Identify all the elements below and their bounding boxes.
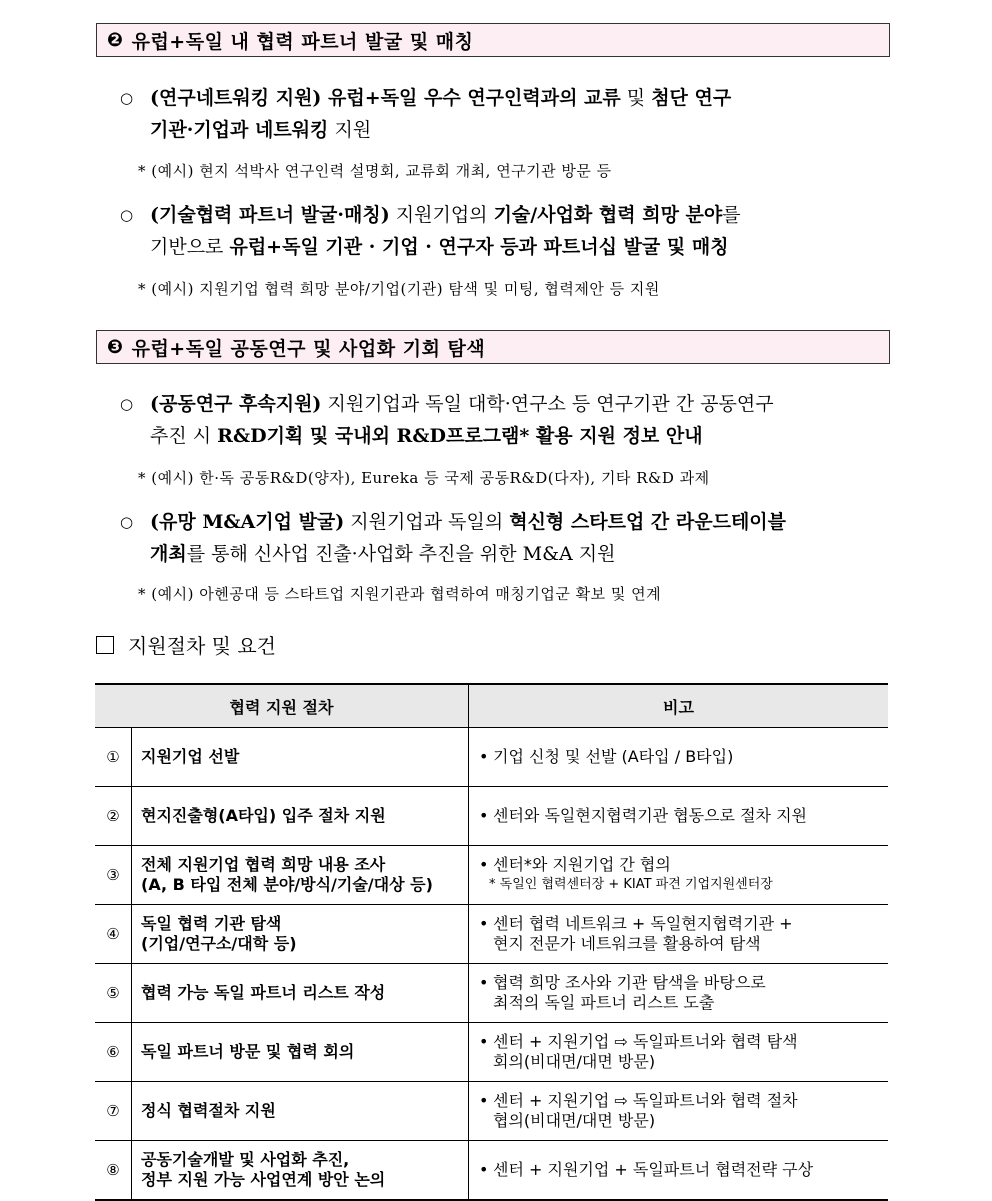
section-3-header <box>96 330 890 364</box>
step-number: ④ <box>95 905 132 964</box>
section-3-number: ❸ <box>107 336 124 358</box>
table-row <box>95 905 888 964</box>
item-text: 추진 시 <box>150 425 218 447</box>
table-row <box>95 1082 888 1141</box>
item-text: 지원기업의 <box>389 204 494 226</box>
item-bold-text: 첨단 연구 <box>651 87 732 109</box>
item-text: 를 <box>722 204 741 226</box>
step-remark: • 기업 신청 및 선발 (A타입 / B타입) <box>469 728 889 787</box>
step-remark: • 센터*와 지원기업 간 협의 * 독일인 협력센터장 + KIAT 파견 기업지원센터장 <box>469 846 889 905</box>
table-row <box>95 1141 888 1201</box>
section-2-number: ❷ <box>107 29 124 51</box>
section-2-header <box>96 23 890 57</box>
item-text: 지원기업과 독일의 <box>344 511 510 533</box>
step-procedure: 독일 파트너 방문 및 협력 회의 <box>132 1023 469 1082</box>
section-3-item-2-note: * (예시) 아헨공대 등 스타트업 지원기관과 협력하여 매칭기업군 확보 및 연계 <box>138 585 662 603</box>
section-2-item-1 <box>120 82 900 146</box>
section-3-title: 유럽+독일 공동연구 및 사업화 기회 탐색 <box>131 337 486 360</box>
step-number: ⑦ <box>95 1082 132 1141</box>
step-number: ⑧ <box>95 1141 132 1201</box>
item-bold-text: 기술/사업화 협력 희망 분야 <box>493 204 723 226</box>
item-text: 지원기업과 독일 대학·연구소 등 연구기관 간 공동연구 <box>321 393 774 415</box>
table-row <box>95 964 888 1023</box>
step-remark: • 센터 협력 네트워크 + 독일현지협력기관 + 현지 전문가 네트워크를 활용하여 탐색 <box>469 905 889 964</box>
item-bold-text: (공동연구 후속지원) <box>150 393 322 415</box>
step-remark: • 센터와 독일현지협력기관 협동으로 절차 지원 <box>469 787 889 846</box>
step-remark: • 협력 희망 조사와 기관 탐색을 바탕으로 최적의 독일 파트너 리스트 도출 <box>469 964 889 1023</box>
table-row <box>95 728 888 787</box>
procedure-heading <box>96 630 276 659</box>
bullet-circle: ○ <box>120 89 134 107</box>
item-text: 기반으로 <box>150 236 230 258</box>
section-2-item-2-note: * (예시) 지원기업 협력 희망 분야/기업(기관) 탐색 및 미팅, 협력제안 등 지원 <box>138 280 660 298</box>
column-header-remarks: 비고 <box>469 684 889 728</box>
step-number: ① <box>95 728 132 787</box>
section-2-item-2 <box>120 199 900 263</box>
item-text: 를 통해 신사업 진출·사업화 추진을 위한 M&A 지원 <box>186 543 616 565</box>
step-procedure: 협력 가능 독일 파트너 리스트 작성 <box>132 964 469 1023</box>
step-remark: • 센터 + 지원기업 ⇨ 독일파트너와 협력 탐색 회의(비대면/대면 방문) <box>469 1023 889 1082</box>
section-2-title: 유럽+독일 내 협력 파트너 발굴 및 매칭 <box>131 30 474 53</box>
item-text: 및 <box>620 87 652 109</box>
bullet-circle: ○ <box>120 395 134 413</box>
step-number: ③ <box>95 846 132 905</box>
step-procedure: 현지진출형(A타입) 입주 절차 지원 <box>132 787 469 846</box>
table-row <box>95 1023 888 1082</box>
section-3-item-1 <box>120 388 900 452</box>
item-bold-text: (기술협력 파트너 발굴·매칭) <box>150 204 390 226</box>
procedure-heading-text: 지원절차 및 요건 <box>128 634 276 658</box>
checkbox-icon <box>96 636 114 654</box>
table-row <box>95 846 888 905</box>
section-3-item-2 <box>120 506 900 570</box>
item-bold-text: 유럽+독일 기관 · 기업 · 연구자 등과 파트너십 발굴 및 매칭 <box>229 236 729 258</box>
step-procedure: 공동기술개발 및 사업화 추진, 정부 지원 가능 사업연계 방안 논의 <box>132 1141 469 1201</box>
step-number: ⑤ <box>95 964 132 1023</box>
bullet-circle: ○ <box>120 206 134 224</box>
step-remark: • 센터 + 지원기업 ⇨ 독일파트너와 협력 절차 협의(비대면/대면 방문) <box>469 1082 889 1141</box>
item-bold-text: (유망 M&A기업 발굴) <box>150 511 345 533</box>
item-bold-text: R&D기획 및 국내외 R&D프로그램* 활용 지원 정보 안내 <box>217 425 703 447</box>
step-number: ② <box>95 787 132 846</box>
table-row <box>95 787 888 846</box>
step-procedure: 지원기업 선발 <box>132 728 469 787</box>
step-remark: • 센터 + 지원기업 + 독일파트너 협력전략 구상 <box>469 1141 889 1201</box>
item-bold-text: 개최 <box>150 543 187 565</box>
column-header-procedure: 협력 지원 절차 <box>95 684 469 728</box>
step-number: ⑥ <box>95 1023 132 1082</box>
item-text: 지원 <box>328 119 372 141</box>
step-procedure: 독일 협력 기관 탐색 (기업/연구소/대학 등) <box>132 905 469 964</box>
step-procedure: 정식 협력절차 지원 <box>132 1082 469 1141</box>
item-bold-text: 기관·기업과 네트워킹 <box>150 119 329 141</box>
step-procedure: 전체 지원기업 협력 희망 내용 조사 (A, B 타입 전체 분야/방식/기술/대상 등) <box>132 846 469 905</box>
section-3-item-1-note: * (예시) 한·독 공동R&D(양자), Eureka 등 국제 공동R&D(다자), 기타 R&D 과제 <box>138 469 710 487</box>
section-2-item-1-note: * (예시) 현지 석박사 연구인력 설명회, 교류회 개최, 연구기관 방문 등 <box>138 162 612 180</box>
bullet-circle: ○ <box>120 513 134 531</box>
item-bold-text: 혁신형 스타트업 간 라운드테이블 <box>509 511 787 533</box>
procedure-table <box>95 683 888 1201</box>
item-bold-text: (연구네트워킹 지원) 유럽+독일 우수 연구인력과의 교류 <box>150 87 621 109</box>
